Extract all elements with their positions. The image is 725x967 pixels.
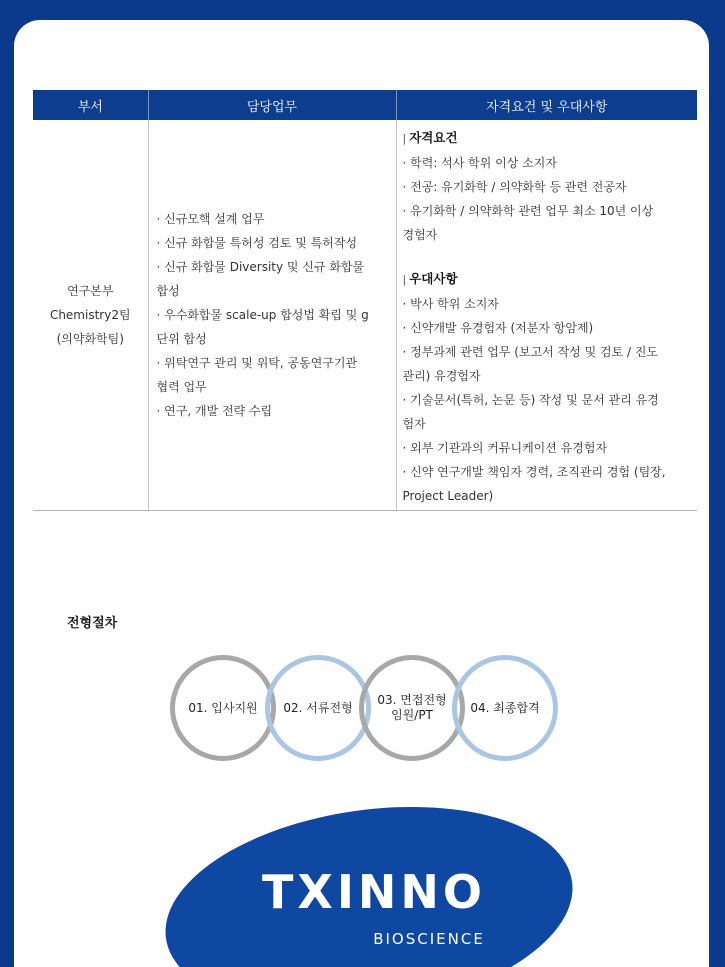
qualifications-title: 자격요건 xyxy=(409,130,458,145)
column-header-duties: 담당업무 xyxy=(148,90,396,120)
qualifications-cell xyxy=(396,120,697,511)
preference-line: 관리) 유경험자 xyxy=(402,369,481,383)
step-interview xyxy=(359,655,465,761)
process-steps xyxy=(14,650,709,760)
duty-line: · 위탁연구 관리 및 위탁, 공동연구기관 xyxy=(156,356,358,370)
company-logo-subtitle: BIOSCIENCE xyxy=(373,930,485,948)
duty-line: · 신규모핵 설계 업무 xyxy=(156,212,265,226)
job-posting-card xyxy=(14,20,709,967)
column-header-department: 부서 xyxy=(33,90,148,120)
table-row xyxy=(33,120,697,511)
department-line: (의약화학팀) xyxy=(56,332,124,346)
duty-line: · 신규 화합물 특허성 검토 및 특허작성 xyxy=(156,236,358,250)
preference-line: · 기술문서(특허, 논문 등) 작성 및 문서 관리 유경 xyxy=(402,393,659,407)
duties-cell xyxy=(148,120,396,511)
department-line: 연구본부 xyxy=(67,284,114,298)
duty-line: · 신규 화합물 Diversity 및 신규 화합물 xyxy=(156,260,365,274)
process-title: 전형절차 xyxy=(67,616,118,631)
duty-line: 합성 xyxy=(156,284,180,298)
preference-line: · 외부 기관과의 커뮤니케이션 유경험자 xyxy=(402,441,608,455)
preference-line: 험자 xyxy=(402,417,426,431)
step-final-pass xyxy=(452,655,558,761)
qualification-line: 경험자 xyxy=(402,228,438,242)
preference-line: Project Leader) xyxy=(402,489,494,503)
column-header-qualifications: 자격요건 및 우대사항 xyxy=(396,90,697,120)
qualifications-heading xyxy=(403,126,694,151)
step-sublabel: 임원/PT xyxy=(391,708,433,722)
step-label: 03. 면접전형 xyxy=(377,693,447,707)
step-label: 01. 입사지원 xyxy=(188,700,258,715)
section-spacer xyxy=(403,247,694,267)
department-cell xyxy=(33,120,148,511)
section-marker: | xyxy=(402,132,407,145)
section-marker: | xyxy=(402,273,407,286)
preferences-title: 우대사항 xyxy=(409,271,458,286)
duty-line: 협력 업무 xyxy=(156,380,207,394)
duty-line: · 연구, 개발 전략 수립 xyxy=(156,404,273,418)
company-logo-wordmark: TXINNO xyxy=(261,865,487,919)
qualification-line: · 전공: 유기화학 / 의약화학 등 관련 전공자 xyxy=(402,180,627,194)
qualification-line: · 유기화학 / 의약화학 관련 업무 최소 10년 이상 xyxy=(402,204,654,218)
qualification-line: · 학력: 석사 학위 이상 소지자 xyxy=(402,156,557,170)
preferences-heading xyxy=(403,267,694,292)
duty-line: · 우수화합물 scale-up 합성법 확립 및 g xyxy=(156,308,369,322)
department-line: Chemistry2팀 xyxy=(49,308,131,322)
step-document-screening xyxy=(265,655,371,761)
preference-line: · 신약개발 유경험자 (저분자 항암제) xyxy=(402,321,594,335)
table-header-row xyxy=(33,90,697,120)
step-label: 04. 최종합격 xyxy=(470,700,540,715)
step-label: 02. 서류전형 xyxy=(283,700,353,715)
duty-line: 단위 합성 xyxy=(156,332,207,346)
preference-line: · 신약 연구개발 책임자 경력, 조직관리 경험 (팀장, xyxy=(402,465,666,479)
preference-line: · 정부과제 관련 업무 (보고서 작성 및 검토 / 진도 xyxy=(402,345,659,359)
step-apply xyxy=(170,655,276,761)
preference-line: · 박사 학위 소지자 xyxy=(402,297,499,311)
job-table xyxy=(33,90,697,511)
